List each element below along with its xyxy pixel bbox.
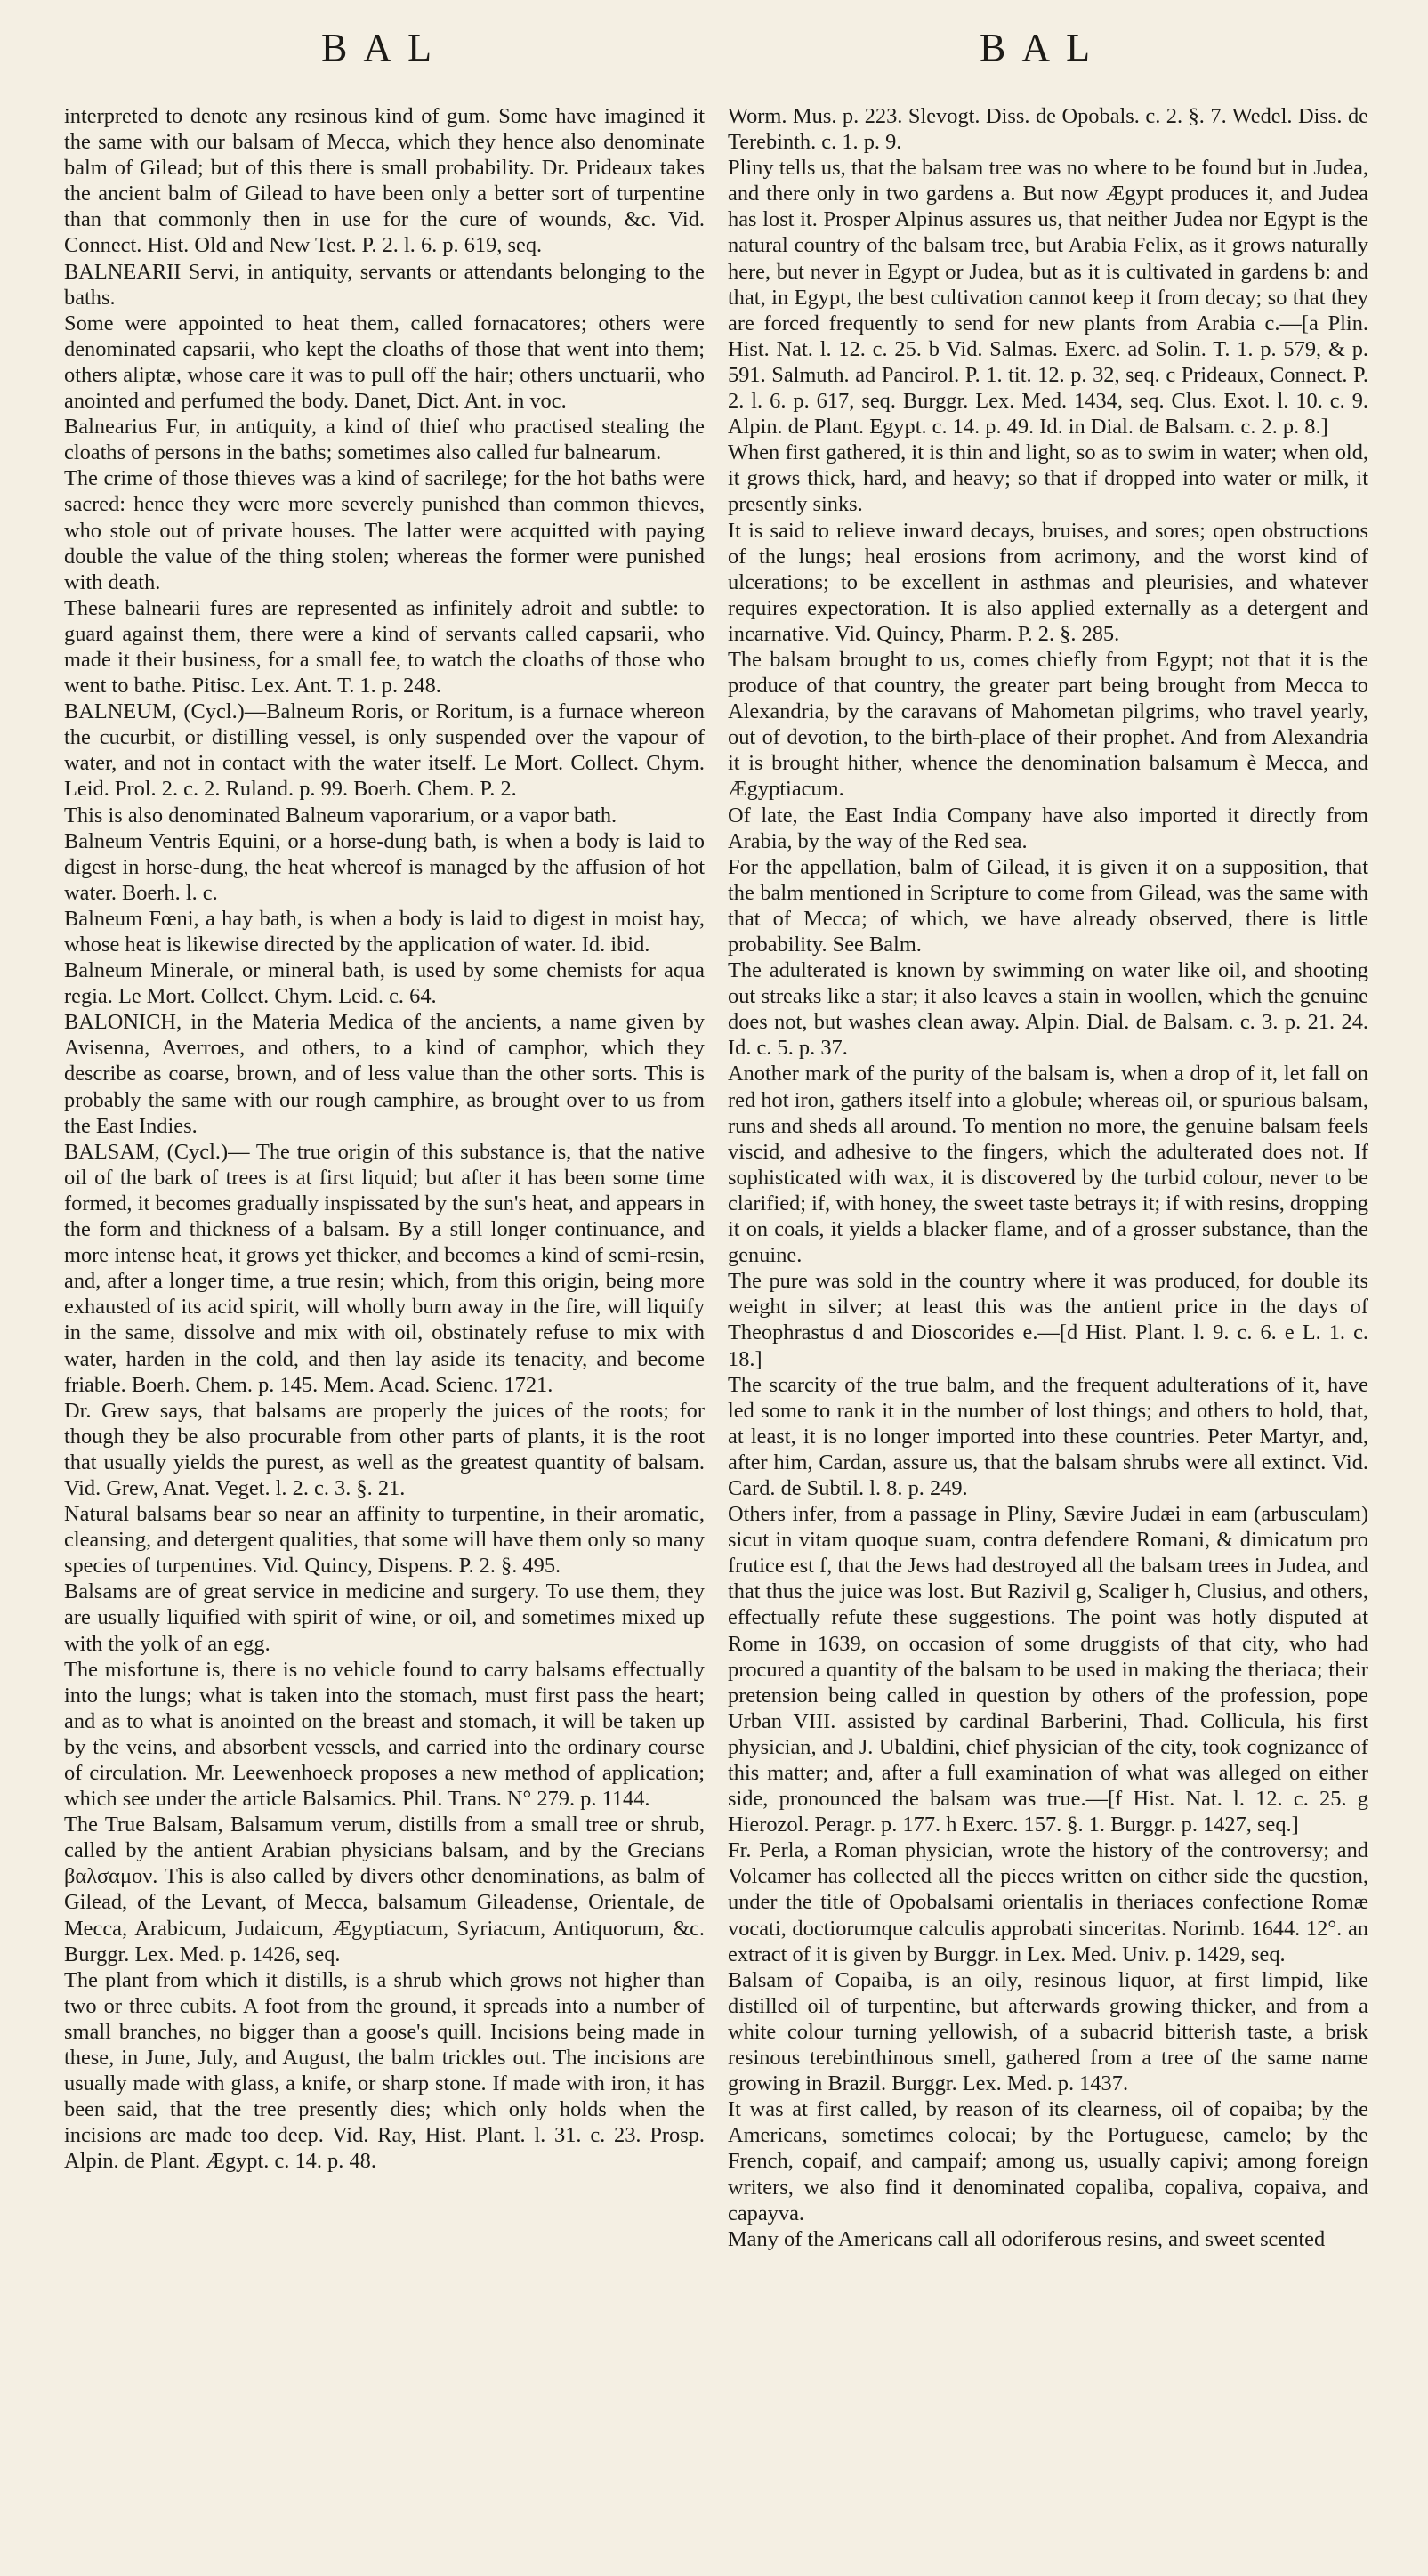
paragraph: The plant from which it distills, is a shrub which grows not higher than two or three cubits. A foot from the ground, it spreads into a number of small branches, no bigger than a goose's quill. Incisions being made in these, in June, July, and August, the balm trickles out. The incisions are usually made with glass, a knife, or sharp stone. If made with iron, it has been said, that the tree presently dies; which only holds when the incisions are made too deep. Vid. Ray, Hist. Plant. l. 31. c. 23. Prosp. Alpin. de Plant. Ægypt. c. 14. p. 48. xyxy=(64,1967,705,2174)
paragraph: Some were appointed to heat them, called fornacatores; others were denominated capsarii, who kept the cloaths of those that went into them; others aliptæ, whose care it was to pull off the hair; others unctuarii, who anointed and perfumed the body. Danet, Dict. Ant. in voc. xyxy=(64,311,705,414)
paragraph: Balneum Minerale, or mineral bath, is used by some chemists for aqua regia. Le Mort. Collect. Chym. Leid. c. 64. xyxy=(64,958,705,1009)
paragraph: Fr. Perla, a Roman physician, wrote the history of the controversy; and Volcamer has collected all the pieces written on either side the question, under the title of Opobalsami orientalis in theriaces confectione Romæ vocati, doctiorumque calculis approbati sinceritas. Norimb. 1644. 12°. an extract of it is given by Burggr. in Lex. Med. Univ. p. 1429, seq. xyxy=(728,1838,1368,1966)
paragraph: Pliny tells us, that the balsam tree was no where to be found but in Judea, and there only in two gardens a. But now Ægypt produces it, and Judea has lost it. Prosper Alpinus assures us, that neither Judea nor Egypt is the natural country of the balsam tree, but Arabia Felix, as it grows naturally here, but never in Egypt or Judea, but as it is cultivated in gardens b: and that, in Egypt, the best cultivation cannot keep it from decay; so that they are forced frequently to send for new plants from Arabia c.—[a Plin. Hist. Nat. l. 12. c. 25. b Vid. Salmas. Exerc. ad Solin. T. 1. p. 579, & p. 591. Salmuth. ad Pancirol. P. 1. tit. 12. p. 32, seq. c Prideaux, Connect. P. 2. l. 6. p. 617, seq. Burggr. Lex. Med. 1434, seq. Clus. Exot. l. 10. c. 9. Alpin. de Plant. Egypt. c. 14. p. 49. Id. in Dial. de Balsam. c. 2. p. 8.] xyxy=(728,156,1368,440)
running-head-left: BAL xyxy=(321,26,448,69)
paragraph: Balnearius Fur, in antiquity, a kind of thief who practised stealing the cloaths of persons in the baths; sometimes also called fur balnearum. xyxy=(64,415,705,465)
paragraph: These balnearii fures are represented as infinitely adroit and subtle: to guard against them, there were a kind of servants called capsarii, who made it their business, for a small fee, to watch the cloaths of those who went to bathe. Pitisc. Lex. Ant. T. 1. p. 248. xyxy=(64,595,705,699)
paragraph: For the appellation, balm of Gilead, it is given it on a supposition, that the balm mentioned in Scripture to come from Gilead, was the same with that of Mecca; of which, we have already observed, there is little probability. See Balm. xyxy=(728,854,1368,957)
paragraph: The balsam brought to us, comes chiefly from Egypt; not that it is the produce of that country, the greater part being brought from Mecca to Alexandria, by the caravans of Mahometan pilgrims, who travel yearly, out of devotion, to the birth-place of their prophet. And from Alexandria it is brought hither, whence the denomination balsamum è Mecca, and Ægyptiacum. xyxy=(728,647,1368,802)
paragraph: BALNEARII Servi, in antiquity, servants or attendants belonging to the baths. xyxy=(64,259,705,310)
paragraph: Natural balsams bear so near an affinity to turpentine, in their aromatic, cleansing, and detergent qualities, that some will have them only so many species of turpentines. Vid. Quincy, Dispens. P. 2. §. 495. xyxy=(64,1502,705,1579)
paragraph: Balsams are of great service in medicine and surgery. To use them, they are usually liquified with spirit of wine, or oil, and sometimes mixed up with the yolk of an egg. xyxy=(64,1579,705,1656)
paragraph: The crime of those thieves was a kind of sacrilege; for the hot baths were sacred: hence they were more severely punished than common thieves, who stole out of private houses. The latter were acquitted with paying double the value of the thing stolen; whereas the former were punished with death. xyxy=(64,466,705,594)
paragraph: Another mark of the purity of the balsam is, when a drop of it, let fall on red hot iron, gathers itself into a globule; whereas oil, or spurious balsam, runs and sheds all around. To mention no more, the genuine balsam feels viscid, and adhesive to the fingers, which the adulterated does not. If sophisticated with wax, it is discovered by the turbid colour, never to be clarified; if, with honey, the sweet taste betrays it; if with resins, dropping it on coals, it yields a blacker flame, and of a grosser substance, than the genuine. xyxy=(728,1062,1368,1268)
paragraph: It was at first called, by reason of its clearness, oil of copaiba; by the Americans, sometimes colocai; by the Portuguese, camelo; by the French, copaif, and campaif; among us, usually capivi; among foreign writers, we also find it denominated copaliba, copaliva, copaiva, and capayva. xyxy=(728,2097,1368,2225)
paragraph: The misfortune is, there is no vehicle found to carry balsams effectually into the lungs; what is taken into the stomach, must first pass the heart; and as to what is anointed on the breast and stomach, it will be taken up by the veins, and absorbent vessels, and carried into the ordinary course of circulation. Mr. Leewenhoeck proposes a new method of application; which see under the article Balsamics. Phil. Trans. N° 279. p. 1144. xyxy=(64,1657,705,1812)
paragraph: When first gathered, it is thin and light, so as to swim in water; when old, it grows thick, hard, and heavy; so that if dropped into water or milk, it presently sinks. xyxy=(728,440,1368,517)
paragraph: interpreted to denote any resinous kind of gum. Some have imagined it the same with our balsam of Mecca, which they hence also denominate balm of Gilead; but of this there is small probability. Dr. Prideaux takes the ancient balm of Gilead to have been only a better sort of turpentine than that commonly then in use for the cure of wounds, &c. Vid. Connect. Hist. Old and New Test. P. 2. l. 6. p. 619, seq. xyxy=(64,104,705,258)
paragraph: Balneum Fœni, a hay bath, is when a body is laid to digest in moist hay, whose heat is likewise directed by the application of water. Id. ibid. xyxy=(64,906,705,957)
paragraph: The pure was sold in the country where it was produced, for double its weight in silver; at least this was the antient price in the days of Theophrastus d and Dioscorides e.—[d Hist. Plant. l. 9. c. 6. e L. 1. c. 18.] xyxy=(728,1269,1368,1371)
paragraph: Worm. Mus. p. 223. Slevogt. Diss. de Opobals. c. 2. §. 7. Wedel. Diss. de Terebinth. c. 1. p. 9. xyxy=(728,104,1368,155)
paragraph: Balsam of Copaiba, is an oily, resinous liquor, at first limpid, like distilled oil of turpentine, but afterwards growing thicker, and from a white colour turning yellowish, of a subacrid bitterish taste, a brisk resinous terebinthinous smell, gathered from a tree of the same name growing in Brazil. Burggr. Lex. Med. p. 1437. xyxy=(728,1967,1368,2096)
paragraph: BALONICH, in the Materia Medica of the ancients, a name given by Avisenna, Averroes, and others, to a kind of camphor, which they describe as coarse, brown, and of less value than the other sorts. This is probably the same with our rough camphire, as brought over to us from the East Indies. xyxy=(64,1010,705,1138)
paragraph: Dr. Grew says, that balsams are properly the juices of the roots; for though they be also procurable from other parts of plants, it is the root that usually yields the purest, as well as the greatest quantity of balsam. Vid. Grew, Anat. Veget. l. 2. c. 3. §. 21. xyxy=(64,1398,705,1500)
paragraph: Many of the Americans call all odoriferous resins, and sweet scented xyxy=(728,2226,1326,2251)
paragraph: It is said to relieve inward decays, bruises, and sores; open obstructions of the lungs; heal erosions from acrimony, and the worst kind of ulcerations; to be excellent in asthmas and pleurisies, and whatever requires expectoration. It is also applied externally as a detergent and incarnative. Vid. Quincy, Pharm. P. 2. §. 285. xyxy=(728,518,1368,646)
paragraph: Of late, the East India Company have also imported it directly from Arabia, by the way of the Red sea. xyxy=(728,803,1368,853)
right-column xyxy=(728,103,1368,2252)
running-head-right: BAL xyxy=(980,26,1106,69)
paragraph: This is also denominated Balneum vaporarium, or a vapor bath. xyxy=(64,803,617,828)
paragraph: BALNEUM, (Cycl.)—Balneum Roris, or Roritum, is a furnace whereon the cucurbit, or distilling vessel, is only suspended over the vapour of water, and not in contact with the water itself. Le Mort. Collect. Chym. Leid. Prol. 2. c. 2. Ruland. p. 99. Boerh. Chem. P. 2. xyxy=(64,699,705,802)
paragraph: The adulterated is known by swimming on water like oil, and shooting out streaks like a star; it also leaves a stain in woollen, which the genuine does not, but washes clean away. Alpin. Dial. de Balsam. c. 3. p. 21. 24. Id. c. 5. p. 37. xyxy=(728,958,1368,1061)
paragraph: The True Balsam, Balsamum verum, distills from a small tree or shrub, called by the antient Arabian physicians balsam, and by the Grecians βαλσαμον. This is also called by divers other denominations, as balm of Gilead, of the Levant, of Mecca, balsamum Gileadense, Orientale, de Mecca, Arabicum, Judaicum, Ægyptiacum, Syriacum, Antiquorum, &c. Burggr. Lex. Med. p. 1426, seq. xyxy=(64,1813,705,1966)
paragraph: Balneum Ventris Equini, or a horse-dung bath, is when a body is laid to digest in horse-dung, the heat whereof is managed by the affusion of hot water. Boerh. l. c. xyxy=(64,828,705,905)
paragraph: Others infer, from a passage in Pliny, Sævire Judæi in eam (arbusculam) sicut in vitam quoque suam, contra defendere Romani, & dimicatum pro frutice est f, that the Jews had destroyed all the balsam trees in Judea, and that thus the juice was lost. But Razivil g, Scaliger h, Clusius, and others, effectually refute these suggestions. The point was hotly disputed at Rome in 1639, on occasion of some druggists of that city, who had procured a quantity of the balsam to be used in making the theriaca; their pretension being called in question by others of the profession, pope Urban VIII. assisted by cardinal Barberini, Thad. Collicula, his first physician, and J. Ubaldini, chief physician of the city, took cognizance of this matter; and, after a full examination of what was alleged on either side, pronounced the balsam was true.—[f Hist. Nat. l. 12. c. 25. g Hierozol. Peragr. p. 177. h Exerc. 157. §. 1. Burggr. p. 1427, seq.] xyxy=(728,1502,1368,1837)
left-column xyxy=(64,103,705,2175)
paragraph: The scarcity of the true balm, and the frequent adulterations of it, have led some to rank it in the number of lost things; and others to hold, that, at least, it is no longer imported into these countries. Peter Martyr, and, after him, Cardan, assure us, that the balsam shrubs were all extinct. Vid. Card. de Subtil. l. 8. p. 249. xyxy=(728,1372,1368,1500)
paragraph: BALSAM, (Cycl.)— The true origin of this substance is, that the native oil of the bark of trees is at first liquid; but after it has been some time formed, it becomes gradually inspissated by the sun's heat, and appears in the form and thickness of a balsam. By a still longer continuance, and more intense heat, it grows yet thicker, and becomes a kind of semi-resin, and, after a longer time, a true resin; which, from this origin, being more exhausted of its acid spirit, will wholly burn away in the fire, will liquify in the same, dissolve and mix with oil, obstinately refuse to mix with water, harden in the cold, and then lay aside its tenacity, and become friable. Boerh. Chem. p. 145. Mem. Acad. Scienc. 1721. xyxy=(64,1139,705,1397)
